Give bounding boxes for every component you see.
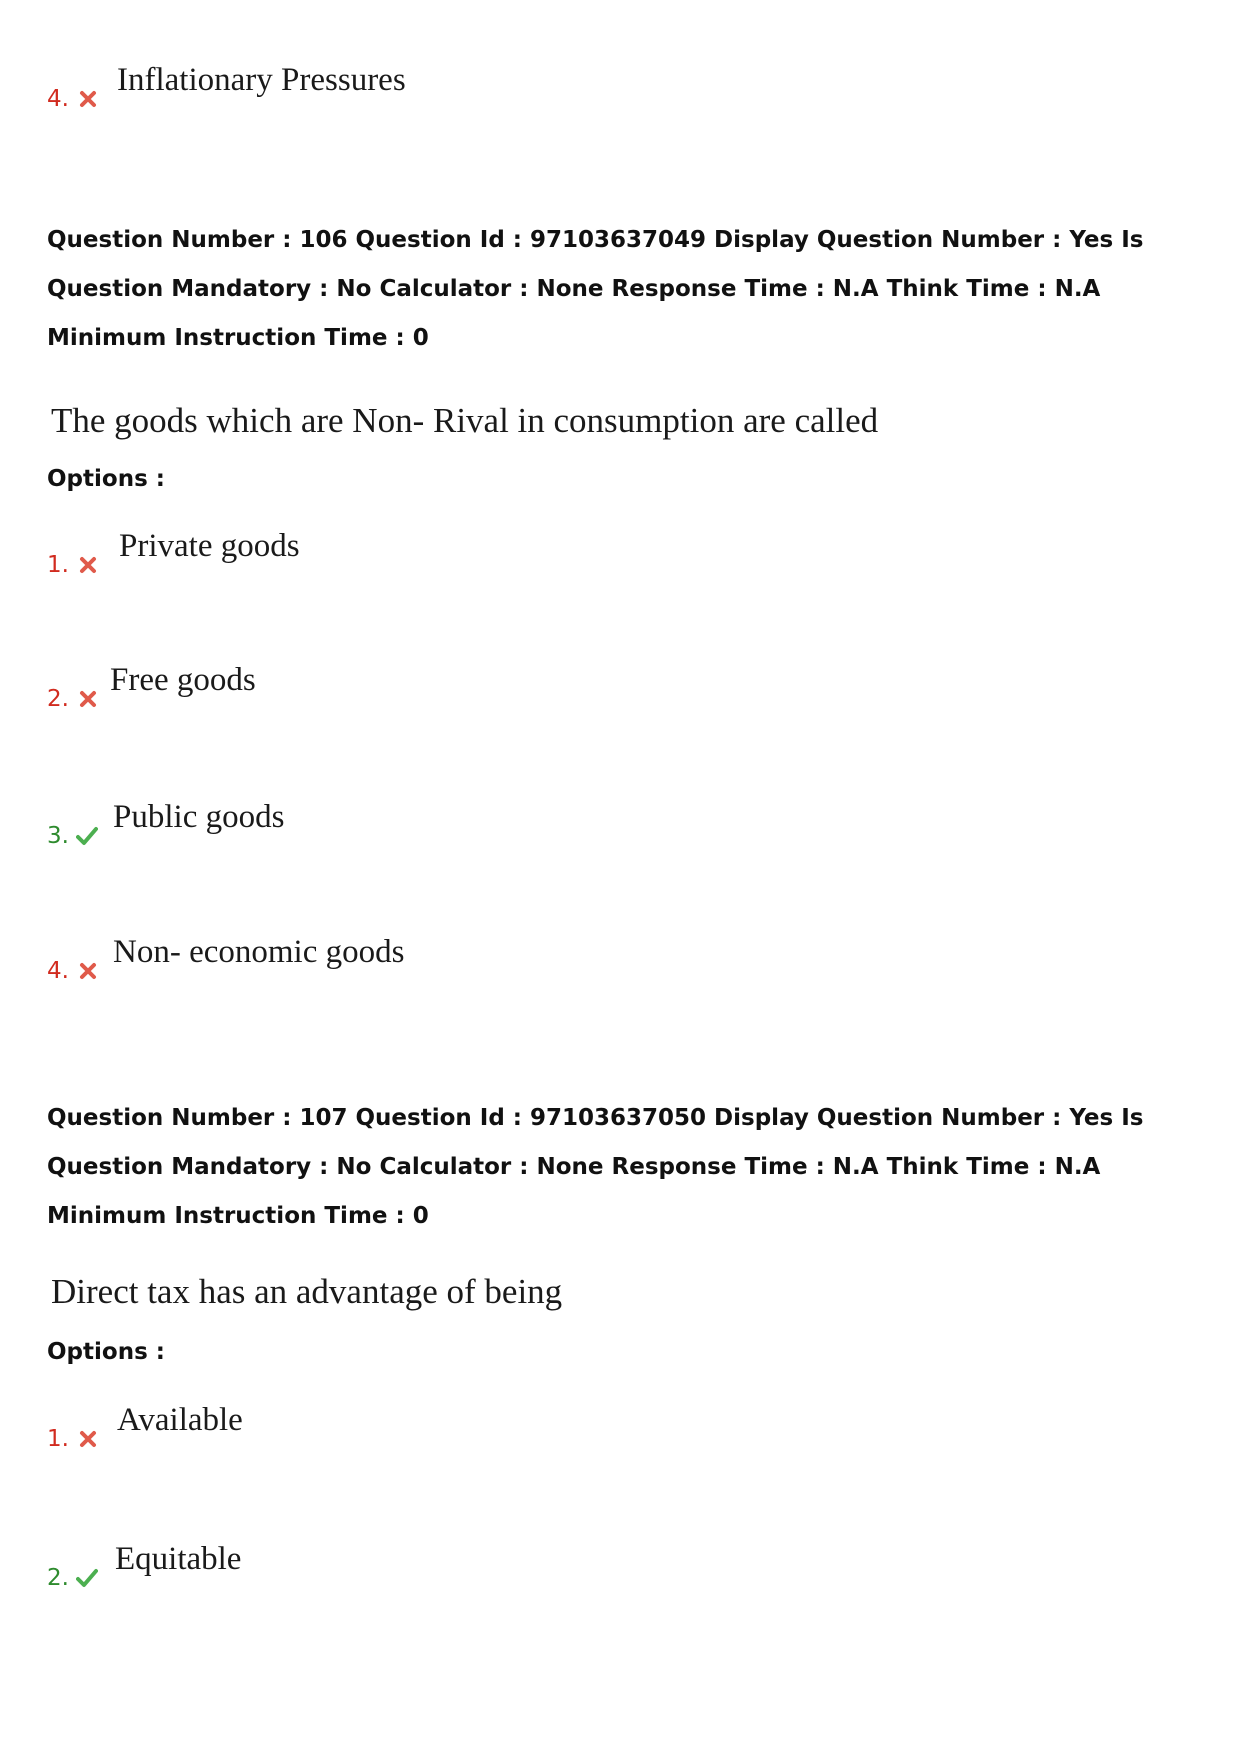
question-meta: Question Number : 106 Question Id : 97103637049 Display Question Number : Yes Is Question Mandatory : No Calculator : None Response Time : N.A Think Time : N.A Minimum Instruction Time : 0: [47, 227, 1144, 351]
cross-icon: [79, 962, 97, 980]
option-row: [47, 1402, 647, 1474]
option-row: [47, 662, 647, 734]
option-row: [47, 799, 647, 871]
option-number: 4.: [47, 86, 69, 112]
cross-icon: [79, 690, 97, 708]
cross-icon: [79, 1430, 97, 1448]
option-row: [47, 934, 647, 1006]
option-row: [47, 528, 647, 600]
option-number: 2.: [47, 686, 69, 712]
option-row: [47, 1541, 647, 1613]
cross-icon: [79, 90, 97, 108]
check-icon: [76, 826, 98, 846]
option-number: 4.: [47, 958, 69, 984]
question-meta: Question Number : 107 Question Id : 97103637050 Display Question Number : Yes Is Question Mandatory : No Calculator : None Response Time : N.A Think Time : N.A Minimum Instruction Time : 0: [47, 1105, 1144, 1229]
options-label: Options :: [47, 466, 165, 492]
option-row: [47, 62, 647, 122]
cross-icon: [79, 556, 97, 574]
option-text: Free goods: [110, 662, 256, 698]
option-number: 2.: [47, 1565, 69, 1591]
option-text: Inflationary Pressures: [117, 62, 406, 98]
option-number: 1.: [47, 552, 69, 578]
option-text: Available: [117, 1402, 243, 1438]
check-icon: [76, 1568, 98, 1588]
question-text: Direct tax has an advantage of being: [51, 1272, 563, 1311]
option-text: Non- economic goods: [113, 934, 405, 970]
option-number: 3.: [47, 823, 69, 849]
options-label: Options :: [47, 1339, 165, 1365]
option-text: Private goods: [119, 528, 300, 564]
option-text: Equitable: [115, 1541, 242, 1577]
question-text: The goods which are Non- Rival in consumption are called: [51, 401, 879, 440]
option-number: 1.: [47, 1426, 69, 1452]
option-text: Public goods: [113, 799, 285, 835]
